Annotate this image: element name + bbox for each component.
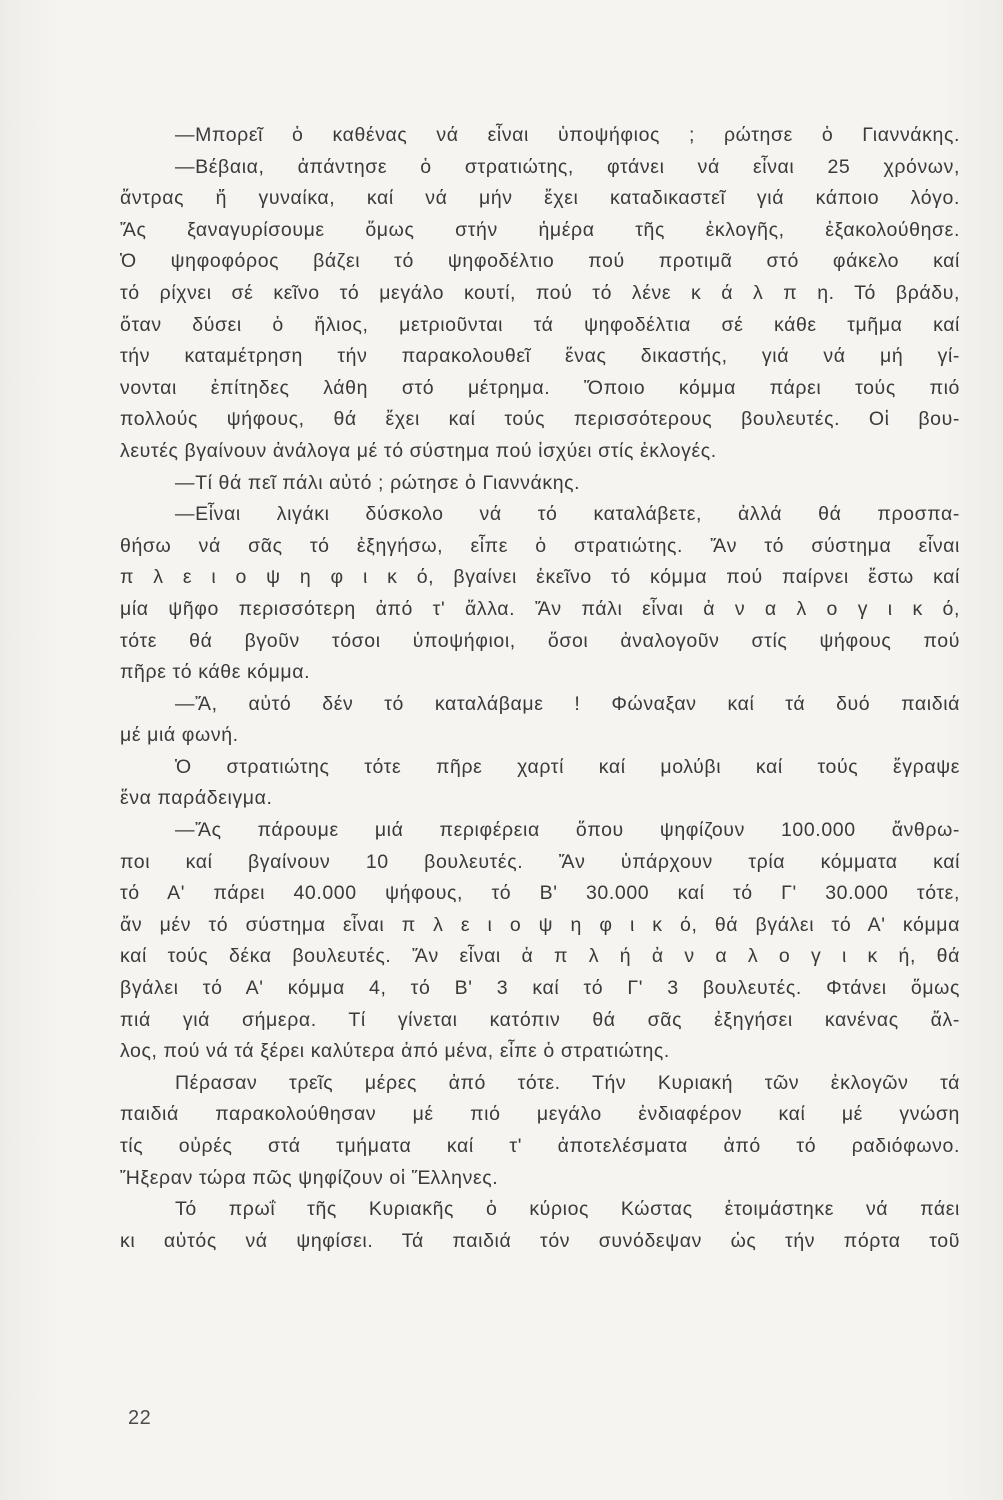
body-text <box>120 120 960 1257</box>
text-line: λευτές βγαίνουν ἀνάλογα μέ τό σύστημα πού ἰσχύει στίς ἐκλογές. <box>120 439 717 462</box>
text-line: πολλούς ψήφους, θά ἔχει καί τούς περισσότερους βουλευτές. Οἱ βου- <box>120 408 960 431</box>
text-line: —Ἄς πάρουμε μιά περιφέρεια ὅπου ψηφίζουν 100.000 ἄνθρω- <box>175 819 960 842</box>
text-line: —Βέβαια, ἀπάντησε ὁ στρατιώτης, φτάνει νά εἶναι 25 χρόνων, <box>175 155 960 178</box>
text-line: λος, πού νά τά ξέρει καλύτερα ἀπό μένα, εἶπε ὁ στρατιώτης. <box>120 1040 670 1063</box>
text-line: βγάλει τό Α' κόμμα 4, τό Β' 3 καί τό Γ' 3 βουλευτές. Φτάνει ὅμως <box>120 977 960 1000</box>
text-line: —Μπορεῖ ὁ καθένας νά εἶναι ὑποψήφιος ; ρώτησε ὁ Γιαννάκης. <box>175 124 960 146</box>
text-line: Πέρασαν τρεῖς μέρες ἀπό τότε. Τήν Κυριακή τῶν ἐκλογῶν τά <box>175 1071 960 1094</box>
text-line: ποι καί βγαίνουν 10 βουλευτές. Ἄν ὑπάρχουν τρία κόμματα καί <box>120 850 960 873</box>
text-line: πῆρε τό κάθε κόμμα. <box>120 661 311 684</box>
text-line: Ἄς ξαναγυρίσουμε ὅμως στήν ἡμέρα τῆς ἐκλογῆς, ἐξακολούθησε. <box>120 218 960 241</box>
text-line: νονται ἐπίτηδες λάθη στό μέτρημα. Ὅποιο κόμμα πάρει τούς πιό <box>120 376 960 399</box>
text-line: ἕνα παράδειγμα. <box>120 787 273 810</box>
text-line: μέ μιά φωνή. <box>120 724 239 747</box>
text-line: μία ψῆφο περισσότερη ἀπό τ' ἄλλα. Ἄν πάλι εἶναι ἀ ν α λ ο γ ι κ ό, <box>120 597 960 620</box>
text-line: Ἤξεραν τώρα πῶς ψηφίζουν οἱ Ἕλληνες. <box>120 1166 499 1189</box>
text-line: πιά γιά σήμερα. Τί γίνεται κατόπιν θά σᾶς ἐξηγήσει κανένας ἄλ- <box>120 1008 960 1031</box>
text-line: —Εἶναι λιγάκι δύσκολο νά τό καταλάβετε, ἀλλά θά προσπα- <box>175 503 960 526</box>
text-line: —Ἄ, αὐτό δέν τό καταλάβαμε ! Φώναξαν καί τά δυό παιδιά <box>175 692 960 715</box>
text-line: τό Α' πάρει 40.000 ψήφους, τό Β' 30.000 καί τό Γ' 30.000 τότε, <box>120 882 960 905</box>
text-line: παιδιά παρακολούθησαν μέ πιό μεγάλο ἐνδιαφέρον καί μέ γνώση <box>120 1103 960 1126</box>
text-line: —Τί θά πεῖ πάλι αὐτό ; ρώτησε ὁ Γιαννάκης. <box>175 471 581 494</box>
text-line: τίς οὐρές στά τμήματα καί τ' ἀποτελέσματα ἀπό τό ραδιόφωνο. <box>120 1135 960 1157</box>
text-line: ὅταν δύσει ὁ ἥλιος, μετριοῦνται τά ψηφοδέλτια σέ κάθε τμῆμα καί <box>120 313 960 336</box>
text-line: Ὁ ψηφοφόρος βάζει τό ψηφοδέλτιο πού προτιμᾶ στό φάκελο καί <box>120 250 960 273</box>
text-line: τότε θά βγοῦν τόσοι ὑποψήφιοι, ὅσοι ἀναλογοῦν στίς ψήφους πού <box>120 629 960 652</box>
text-line: καί τούς δέκα βουλευτές. Ἄν εἶναι ἁ π λ ή ἀ ν α λ ο γ ι κ ή, θά <box>120 945 960 968</box>
text-line: τήν καταμέτρηση τήν παρακολουθεῖ ἕνας δικαστής, γιά νά μή γί- <box>120 345 960 368</box>
text-line: Τό πρωΐ τῆς Κυριακῆς ὁ κύριος Κώστας ἑτοιμάστηκε νά πάει <box>175 1198 960 1221</box>
text-line: κι αὐτός νά ψηφίσει. Τά παιδιά τόν συνόδεψαν ὡς τήν πόρτα τοῦ <box>120 1229 960 1252</box>
text-line: θήσω νά σᾶς τό ἐξηγήσω, εἶπε ὁ στρατιώτης. Ἄν τό σύστημα εἶναι <box>120 534 960 557</box>
text-line: Ὁ στρατιώτης τότε πῆρε χαρτί καί μολύβι καί τούς ἔγραψε <box>175 755 960 778</box>
text-line: ἄντρας ἤ γυναίκα, καί νά μήν ἔχει καταδικαστεῖ γιά κάποιο λόγο. <box>120 187 960 210</box>
text-line: ἄν μέν τό σύστημα εἶναι π λ ε ι ο ψ η φ ι κ ό, θά βγάλει τό Α' κόμμα <box>120 913 960 936</box>
text-line: τό ρίχνει σέ κεῖνο τό μεγάλο κουτί, πού τό λένε κ ά λ π η. Τό βράδυ, <box>120 281 960 304</box>
page-number: 22 <box>128 1407 152 1429</box>
text-line: π λ ε ι ο ψ η φ ι κ ό, βγαίνει ἐκεῖνο τό κόμμα πού παίρνει ἔστω καί <box>120 566 960 589</box>
